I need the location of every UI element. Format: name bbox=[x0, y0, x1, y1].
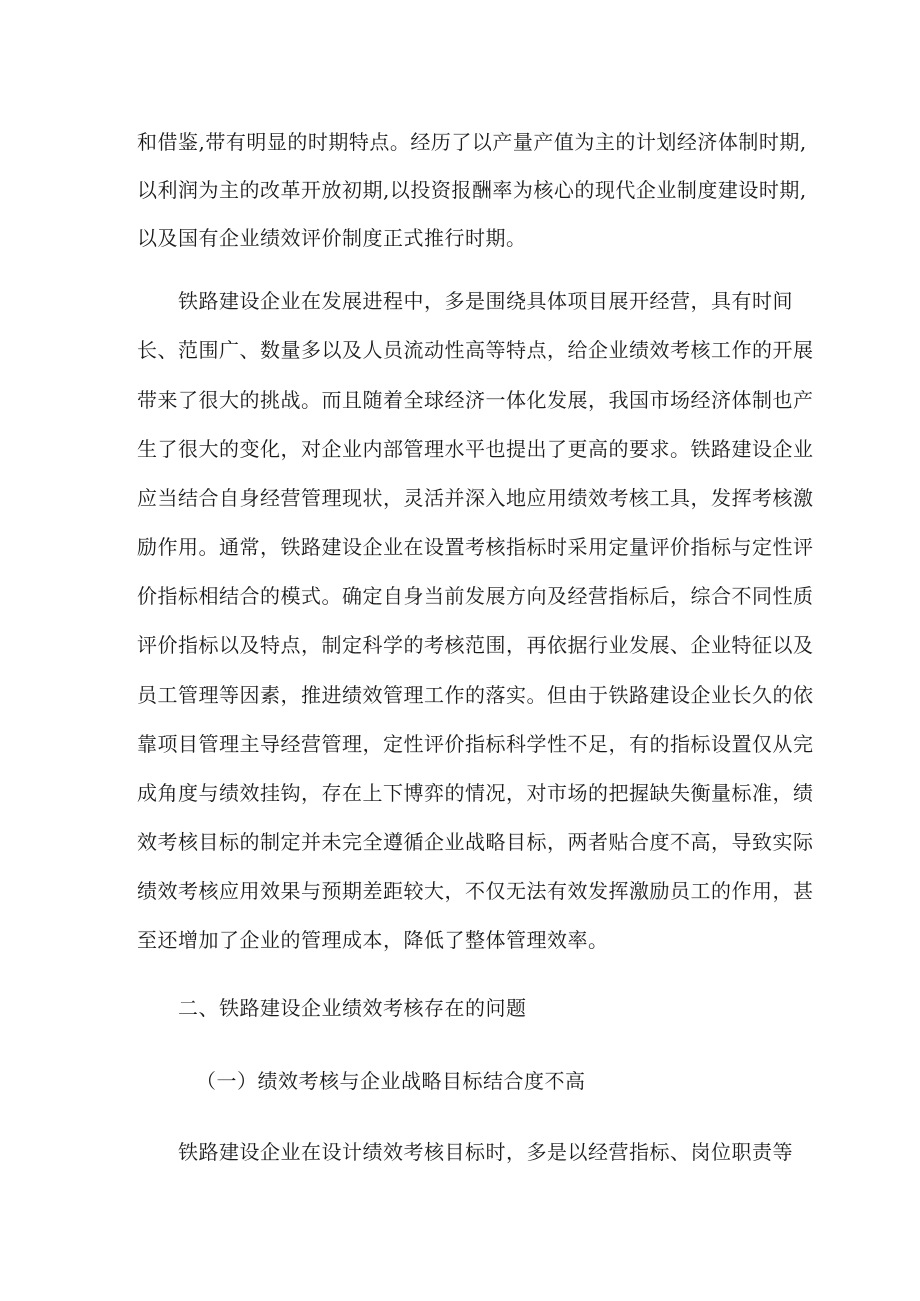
text-line: 靠项目管理主导经营管理，定性评价指标科学性不足，有的指标设置仅从完 bbox=[137, 732, 814, 756]
subsection-heading: （一）绩效考核与企业战略目标结合度不高 bbox=[196, 1069, 586, 1093]
section-heading: 二、铁路建设企业绩效考核存在的问题 bbox=[178, 996, 527, 1020]
text-line: 带来了很大的挑战。而且随着全球经济一体化发展，我国市场经济体制也产 bbox=[137, 388, 814, 412]
text-line: 绩效考核应用效果与预期差距较大，不仅无法有效发挥激励员工的作用，甚 bbox=[137, 879, 814, 903]
text-line: 铁路建设企业在发展进程中，多是围绕具体项目展开经营，具有时间 bbox=[178, 289, 793, 313]
text-line: 励作用。通常，铁路建设企业在设置考核指标时采用定量评价指标与定性评 bbox=[137, 535, 814, 559]
text-line: 生了很大的变化，对企业内部管理水平也提出了更高的要求。铁路建设企业 bbox=[137, 437, 814, 461]
text-line: 应当结合自身经营管理现状，灵活并深入地应用绩效考核工具，发挥考核激 bbox=[137, 486, 814, 510]
text-line: 以及国有企业绩效评价制度正式推行时期。 bbox=[137, 226, 527, 250]
text-line: 员工管理等因素，推进绩效管理工作的落实。但由于铁路建设企业长久的依 bbox=[137, 683, 814, 707]
text-line: 和借鉴,带有明显的时期特点。经历了以产量产值为主的计划经济体制时期, bbox=[137, 130, 807, 154]
text-line: 长、范围广、数量多以及人员流动性高等特点，给企业绩效考核工作的开展 bbox=[137, 338, 814, 362]
text-line: 价指标相结合的模式。确定自身当前发展方向及经营指标后，综合不同性质 bbox=[137, 584, 814, 608]
text-line: 效考核目标的制定并未完全遵循企业战略目标，两者贴合度不高，导致实际 bbox=[137, 830, 814, 854]
text-line: 成角度与绩效挂钩，存在上下博弈的情况，对市场的把握缺失衡量标准，绩 bbox=[137, 781, 814, 805]
text-line: 评价指标以及特点，制定科学的考核范围，再依据行业发展、企业特征以及 bbox=[137, 633, 814, 657]
text-line: 至还增加了企业的管理成本，降低了整体管理效率。 bbox=[137, 928, 609, 952]
text-line: 以利润为主的改革开放初期,以投资报酬率为核心的现代企业制度建设时期, bbox=[137, 178, 807, 202]
text-line: 铁路建设企业在设计绩效考核目标时，多是以经营指标、岗位职责等 bbox=[178, 1140, 793, 1164]
